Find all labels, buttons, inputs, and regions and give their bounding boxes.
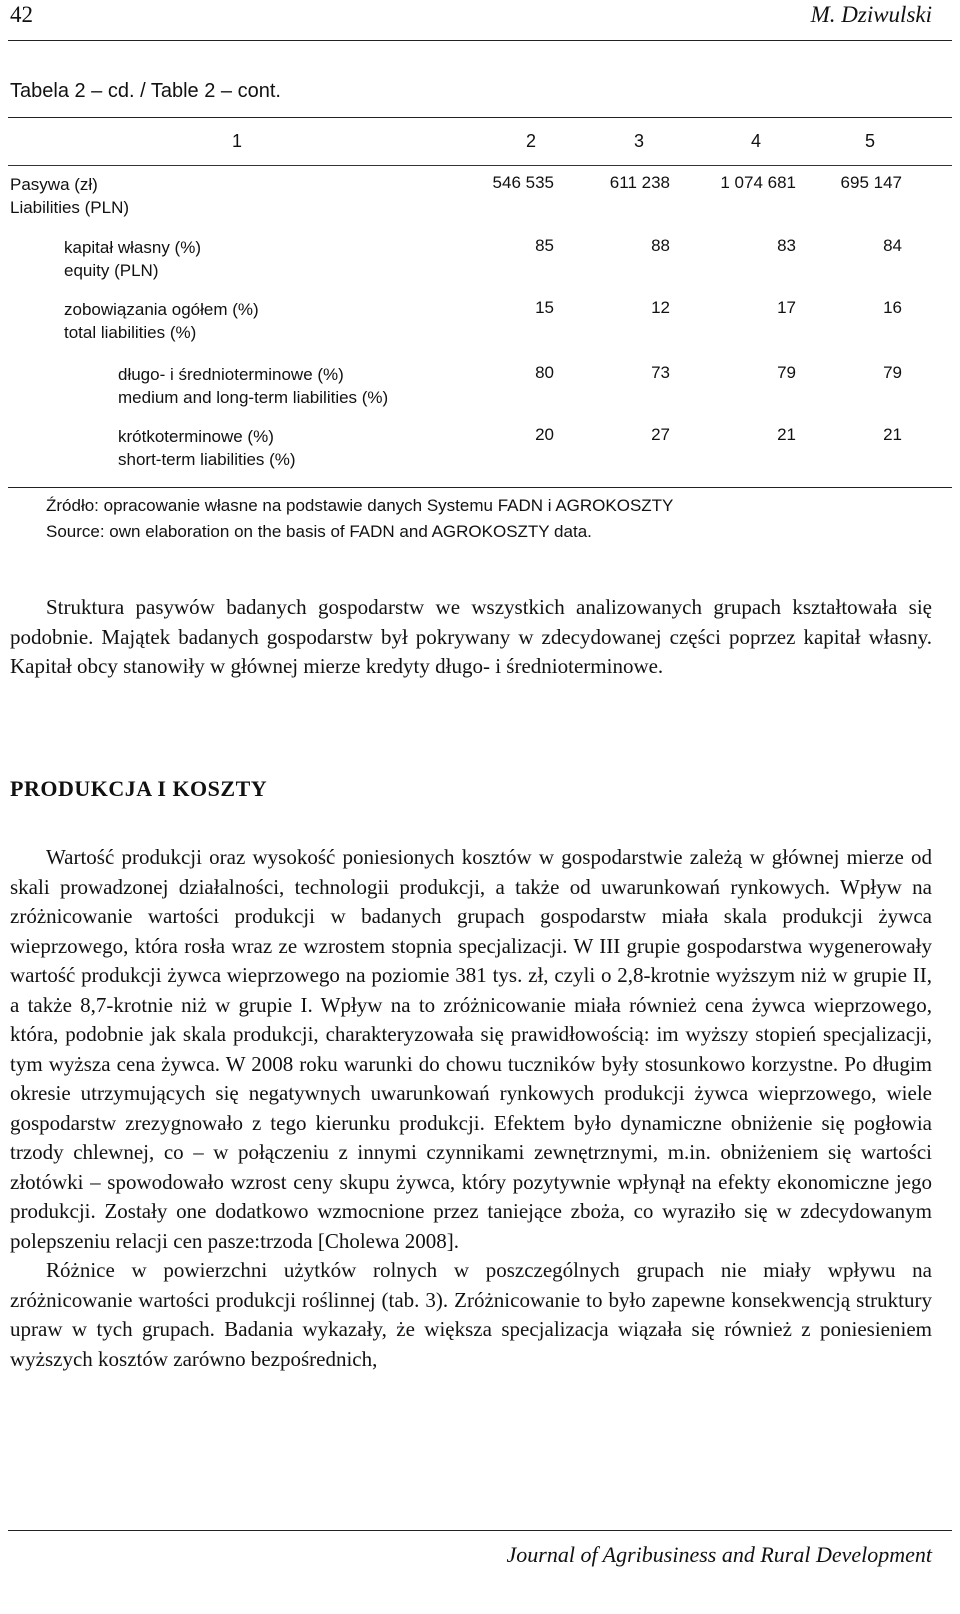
table-cell: 84 — [883, 236, 902, 255]
column-number: 2 — [526, 131, 537, 151]
page-number: 42 — [10, 2, 33, 27]
row-label — [10, 173, 129, 219]
table-cell: 21 — [883, 425, 902, 444]
table-cell: 12 — [651, 298, 670, 317]
column-header-rule — [8, 165, 952, 166]
row-label-pl: krótkoterminowe (%) — [118, 427, 274, 446]
row-label — [118, 425, 296, 471]
row-label-pl: zobowiązania ogółem (%) — [64, 300, 259, 319]
table-cell: 20 — [535, 425, 554, 444]
body-paragraph — [10, 843, 932, 1374]
paragraph-text: Wartość produkcji oraz wysokość poniesionych kosztów w gospodarstwie zależą w głównej mierze od skali prowadzonej działalności, technologii produkcji, a także od uwarunkowań rynkowych. Wpływ na zróżnicowanie wartości produkcji w badanych grupach gospodarstw miała skala produkcji żywca wieprzowego, która rosła wraz ze wzrostem stopnia specjalizacji. W III grupie gospodarstwa wygenerowały wartość produkcji żywca wieprzowego na poziomie 381 tys. zł, czyli o 2,8-krotnie wyższym niż w grupie II, a także 8,7-krotnie niż w grupie I. Wpływ na to zróżnicowanie miała również cena żywca wieprzowego, która, podobnie jak skala produkcji, charakteryzowała się prawidłowością: im wyższy stopień specjalizacji, tym wyższa cena żywca. W 2008 roku warunki do chowu tuczników były stosunkowo korzystne. Po długim okresie utrzymujących się negatywnych uwarunkowań rynkowych produkcji żywca wieprzowego, wiele gospodarstw zrezygnowało z tego kierunku produkcji. Efektem było dynamiczne obniżenie się pogłowia trzody chlewnej, co – w połączeniu z innymi czynnikami zewnętrznymi, m.in. obniżeniem się wartości złotówki – spowodowało wzrost ceny skupu żywca, który pozytywnie wpłynął na efekty ekonomiczne jego produkcji. Zostały one dodatkowo wzmocnione przez taniejące zboża, co wyraziło się w zdecydowanym polepszeniu relacji cen pasze:trzoda [Cholewa 2008]. — [10, 845, 932, 1253]
row-label-pl: długo- i średnioterminowe (%) — [118, 365, 344, 384]
table-source-note — [46, 493, 673, 545]
table-cell: 80 — [535, 363, 554, 382]
section-heading: PRODUKCJA I KOSZTY — [10, 776, 268, 801]
row-label-en: total liabilities (%) — [64, 323, 197, 342]
table-cell: 27 — [651, 425, 670, 444]
paragraph-text: Struktura pasywów badanych gospodarstw we wszystkich analizowanych grupach kształtowała się podobnie. Majątek badanych gospodarstw był pokrywany w zdecydowanej części poprzez kapitał własny. Kapitał obcy stanowiły w głównej mierze kredyty długo- i średnioterminowe. — [10, 595, 932, 678]
column-number: 3 — [634, 131, 645, 151]
table-cell: 21 — [777, 425, 796, 444]
row-label-pl: Pasywa (zł) — [10, 175, 98, 194]
table-cell: 79 — [777, 363, 796, 382]
page-header — [10, 2, 932, 40]
row-label-pl: kapitał własny (%) — [64, 238, 201, 257]
table-cell: 83 — [777, 236, 796, 255]
table-cell: 695 147 — [840, 173, 902, 192]
table-cell: 1 074 681 — [720, 173, 796, 192]
body-paragraph — [10, 593, 932, 682]
paragraph-text: Różnice w powierzchni użytków rolnych w poszczególnych grupach nie miały wpływu na zróżnicowanie wartości produkcji roślinnej (tab. 3). Zróżnicowanie to było zapewne konsekwencją struktury upraw w tych grupach. Badania wykazały, że większa specjalizacja wiązała się również z poniesieniem wyższych kosztów zarówno bezpośrednich, — [10, 1258, 932, 1371]
row-label-en: equity (PLN) — [64, 261, 159, 280]
row-label — [118, 363, 388, 409]
column-number: 1 — [232, 131, 243, 151]
footer-rule — [8, 1530, 952, 1531]
table-cell: 16 — [883, 298, 902, 317]
column-number: 5 — [865, 131, 876, 151]
table-cell: 79 — [883, 363, 902, 382]
column-number: 4 — [751, 131, 762, 151]
table-cell: 611 238 — [609, 173, 670, 192]
table-cell: 15 — [535, 298, 554, 317]
row-label-en: short-term liabilities (%) — [118, 450, 296, 469]
table-cell: 546 535 — [492, 173, 554, 192]
journal-title: Journal of Agribusiness and Rural Development — [506, 1542, 932, 1567]
header-rule — [8, 40, 952, 41]
row-label — [64, 236, 201, 282]
source-line-en: Source: own elaboration on the basis of FADN and AGROKOSZTY data. — [46, 522, 592, 541]
source-line-pl: Źródło: opracowanie własne na podstawie danych Systemu FADN i AGROKOSZTY — [46, 496, 674, 515]
table-cell: 85 — [535, 236, 554, 255]
table-cell: 73 — [651, 363, 670, 382]
table-caption: Tabela 2 – cd. / Table 2 – cont. — [10, 80, 281, 102]
row-label-en: Liabilities (PLN) — [10, 198, 130, 217]
table-cell: 17 — [777, 298, 796, 317]
table-cell: 88 — [651, 236, 670, 255]
row-label — [64, 298, 259, 344]
liabilities-table — [8, 117, 952, 488]
row-label-en: medium and long-term liabilities (%) — [118, 388, 389, 407]
author-name: M. Dziwulski — [810, 2, 932, 27]
